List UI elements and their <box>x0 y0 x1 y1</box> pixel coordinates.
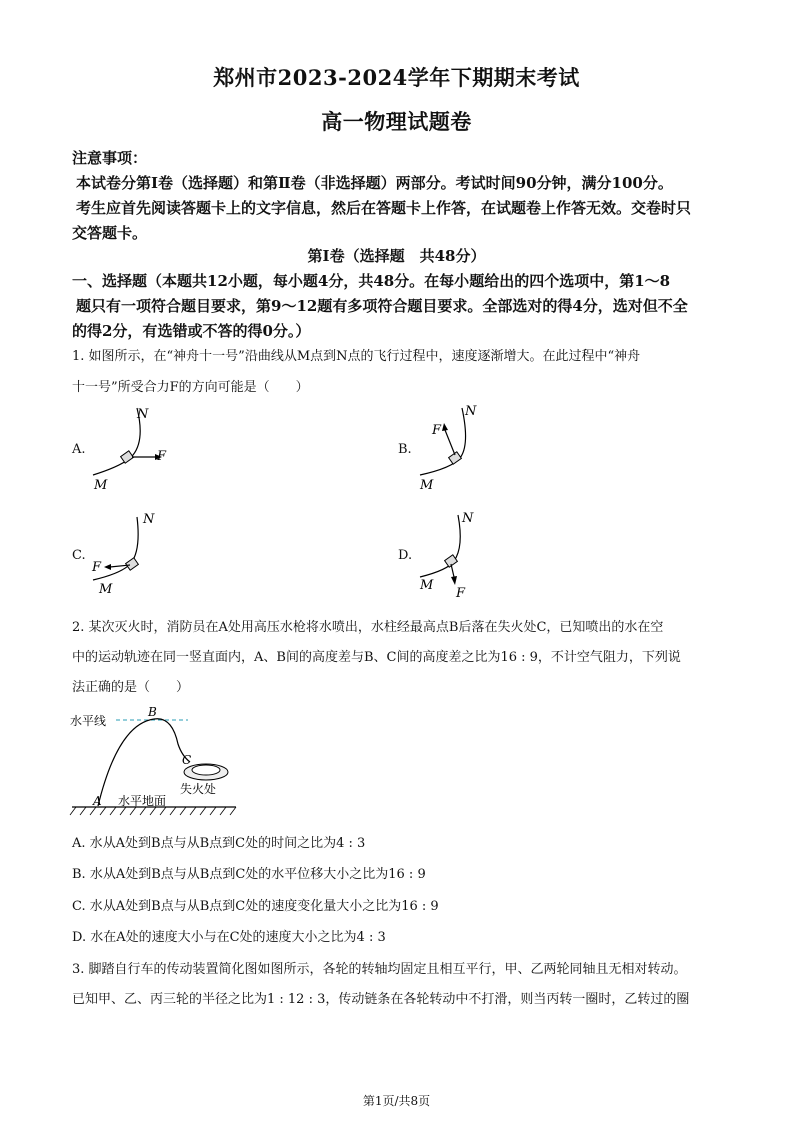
notice-line-2: 考生应首先阅读答题卡上的文字信息，然后在答题卡上作答，在试题卷上作答无效。交卷时只 <box>76 199 692 217</box>
horizontal-line-label: 水平线 <box>70 714 107 728</box>
label-m: M <box>99 582 113 597</box>
label-n: N <box>465 404 477 419</box>
q2-stem-line-2: 中的运动轨迹在同一竖直面内，A、B间的高度差与B、C间的高度差之比为16 : 9，不计空气阻力，下列说 <box>72 650 681 665</box>
section-instr-1: 一、选择题（本题共12小题，每小题4分，共48分。在每小题给出的四个选项中，第1～8 <box>72 272 671 290</box>
notice-heading: 注意事项： <box>72 149 148 167</box>
q2-stem-line-3: 法正确的是（ ） <box>72 680 190 695</box>
notice-line-3: 交答题卡。 <box>72 224 148 242</box>
fire-label: 失火处 <box>180 782 217 796</box>
q1-stem-line-1: 1. 如图所示，在“神舟十一号”沿曲线从M点到N点的飞行过程中，速度逐渐增大。在此过程中“神舟 <box>72 349 641 364</box>
label-n: N <box>462 511 474 526</box>
q1-option-d-label: D. <box>398 548 413 563</box>
q3-stem-line-1: 3. 脚踏自行车的传动装置简化图如图所示，各轮的转轴均固定且相互平行，甲、乙两轮同轴且无相对转动。 <box>72 962 687 977</box>
label-n: N <box>137 407 149 422</box>
point-c-label: C <box>182 753 192 767</box>
q2-figure <box>68 704 238 824</box>
label-f: F <box>456 586 466 600</box>
q1-figure-c <box>85 505 195 600</box>
q2-option-d: D. 水在A处的速度大小与在C处的速度大小之比为4 : 3 <box>72 930 386 945</box>
point-b-label: B <box>148 705 157 719</box>
label-f: F <box>432 423 442 438</box>
section-instr-3: 的得2分，有选错或不答的得0分。） <box>72 322 311 340</box>
q3-stem-line-2: 已知甲、乙、丙三轮的半径之比为1 : 12 : 3，传动链条在各轮转动中不打滑，则当丙转一圈时，乙转过的圈 <box>72 992 690 1007</box>
exam-subtitle: 高一物理试题卷 <box>321 109 472 134</box>
page-number: 第1页/共8页 <box>362 1094 431 1108</box>
q2-option-b: B. 水从A处到B点与从B点到C处的水平位移大小之比为16 : 9 <box>72 867 426 882</box>
q2-stem-line-1: 2. 某次灭火时，消防员在A处用高压水枪将水喷出，水柱经最高点B后落在失火处C，已知喷出的水在空 <box>72 620 664 635</box>
label-n: N <box>143 512 155 527</box>
q1-stem-line-2: 十一号”所受合力F的方向可能是（ ） <box>72 380 309 395</box>
label-m: M <box>420 478 434 493</box>
point-a-label: A <box>93 794 102 808</box>
notice-line-1: 本试卷分第Ⅰ卷（选择题）和第Ⅱ卷（非选择题）两部分。考试时间90分钟，满分100分。 <box>76 174 673 192</box>
label-m: M <box>94 478 108 493</box>
label-m: M <box>420 578 434 593</box>
section-title: 第Ⅰ卷（选择题 共48分） <box>307 247 486 265</box>
label-f: F <box>92 560 102 575</box>
q1-option-a-label: A. <box>72 442 86 457</box>
q1-option-b-label: B. <box>398 442 412 457</box>
label-f: F <box>157 449 167 464</box>
q1-figure-b <box>412 400 522 495</box>
q1-figure-a <box>85 400 195 495</box>
q1-figure-d <box>412 505 522 600</box>
ground-label: 水平地面 <box>118 794 167 808</box>
exam-title: 郑州市2023-2024学年下期期末考试 <box>213 65 580 90</box>
q2-option-c: C. 水从A处到B点与从B点到C处的速度变化量大小之比为16 : 9 <box>72 899 439 914</box>
q1-option-c-label: C. <box>72 548 86 563</box>
q2-option-a: A. 水从A处到B点与从B点到C处的时间之比为4 : 3 <box>72 836 366 851</box>
section-instr-2: 题只有一项符合题目要求，第9～12题有多项符合题目要求。全部选对的得4分，选对但不全 <box>76 297 688 315</box>
